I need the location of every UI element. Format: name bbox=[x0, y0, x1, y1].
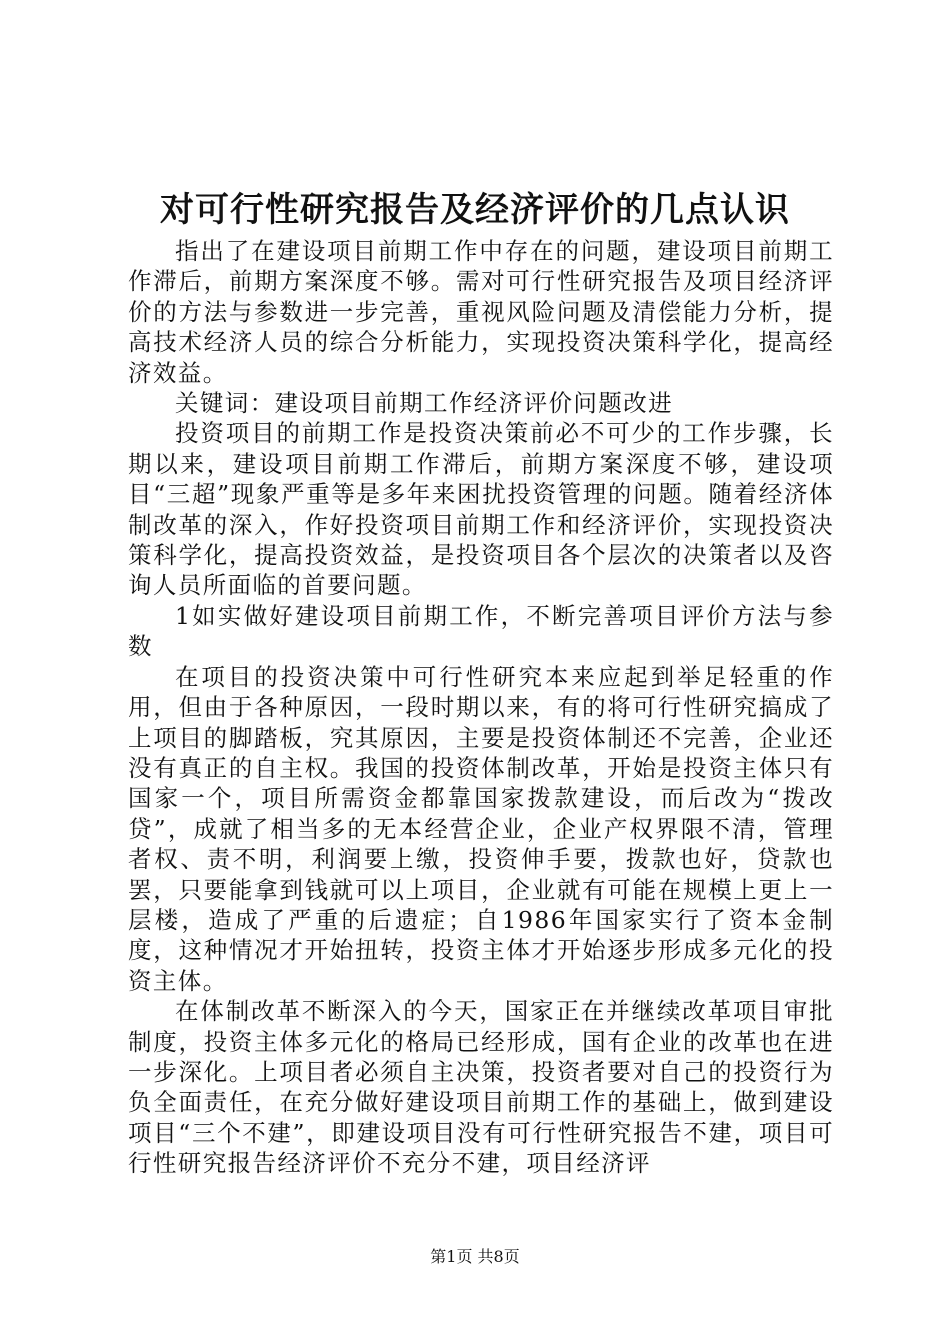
page-footer: 第1页 共8页 bbox=[430, 1247, 520, 1266]
body-paragraph: 在项目的投资决策中可行性研究本来应起到举足轻重的作用，但由于各种原因，一段时期以来，有的将可行性研究搞成了上项目的脚踏板，究其原因，主要是投资体制还不完善，企业还没有真正的自主权。我国的投资体制改革，开始是投资主体只有国家一个，项目所需资金都靠国家拨款建设，而后改为“拨改贷”，成就了相当多的无本经营企业，企业产权界限不清，管理者权、责不明，利润要上缴，投资伸手要，拨款也好，贷款也罢，只要能拿到钱就可以上项目，企业就有可能在规模上更上一层楼，造成了严重的后遗症；自1986年国家实行了资本金制度，这种情况才开始扭转，投资主体才开始逐步形成多元化的投资主体。 bbox=[128, 662, 834, 995]
section-heading: 1如实做好建设项目前期工作，不断完善项目评价方法与参数 bbox=[128, 601, 834, 661]
abstract-paragraph: 指出了在建设项目前期工作中存在的问题，建设项目前期工作滞后，前期方案深度不够。需对可行性研究报告及项目经济评价的方法与参数进一步完善，重视风险问题及清偿能力分析，提高技术经济人员的综合分析能力，实现投资决策科学化，提高经济效益。 bbox=[128, 237, 834, 387]
body-paragraph: 在体制改革不断深入的今天，国家正在并继续改革项目审批制度，投资主体多元化的格局已经形成，国有企业的改革也在进一步深化。上项目者必须自主决策，投资者要对自己的投资行为负全面责任，在充分做好建设项目前期工作的基础上，做到建设项目“三个不建”，即建设项目没有可行性研究报告不建，项目可行性研究报告经济评价不充分不建，项目经济评 bbox=[128, 997, 834, 1178]
intro-paragraph: 投资项目的前期工作是投资决策前必不可少的工作步骤，长期以来，建设项目前期工作滞后，前期方案深度不够，建设项目“三超”现象严重等是多年来困扰投资管理的问题。随着经济体制改革的深入，作好投资项目前期工作和经济评价，实现投资决策科学化，提高投资效益，是投资项目各个层次的决策者以及咨询人员所面临的首要问题。 bbox=[128, 419, 834, 600]
keywords-paragraph: 关键词：建设项目前期工作经济评价问题改进 bbox=[175, 389, 673, 418]
document-body bbox=[128, 236, 834, 1179]
document-title: 对可行性研究报告及经济评价的几点认识 bbox=[160, 190, 790, 230]
